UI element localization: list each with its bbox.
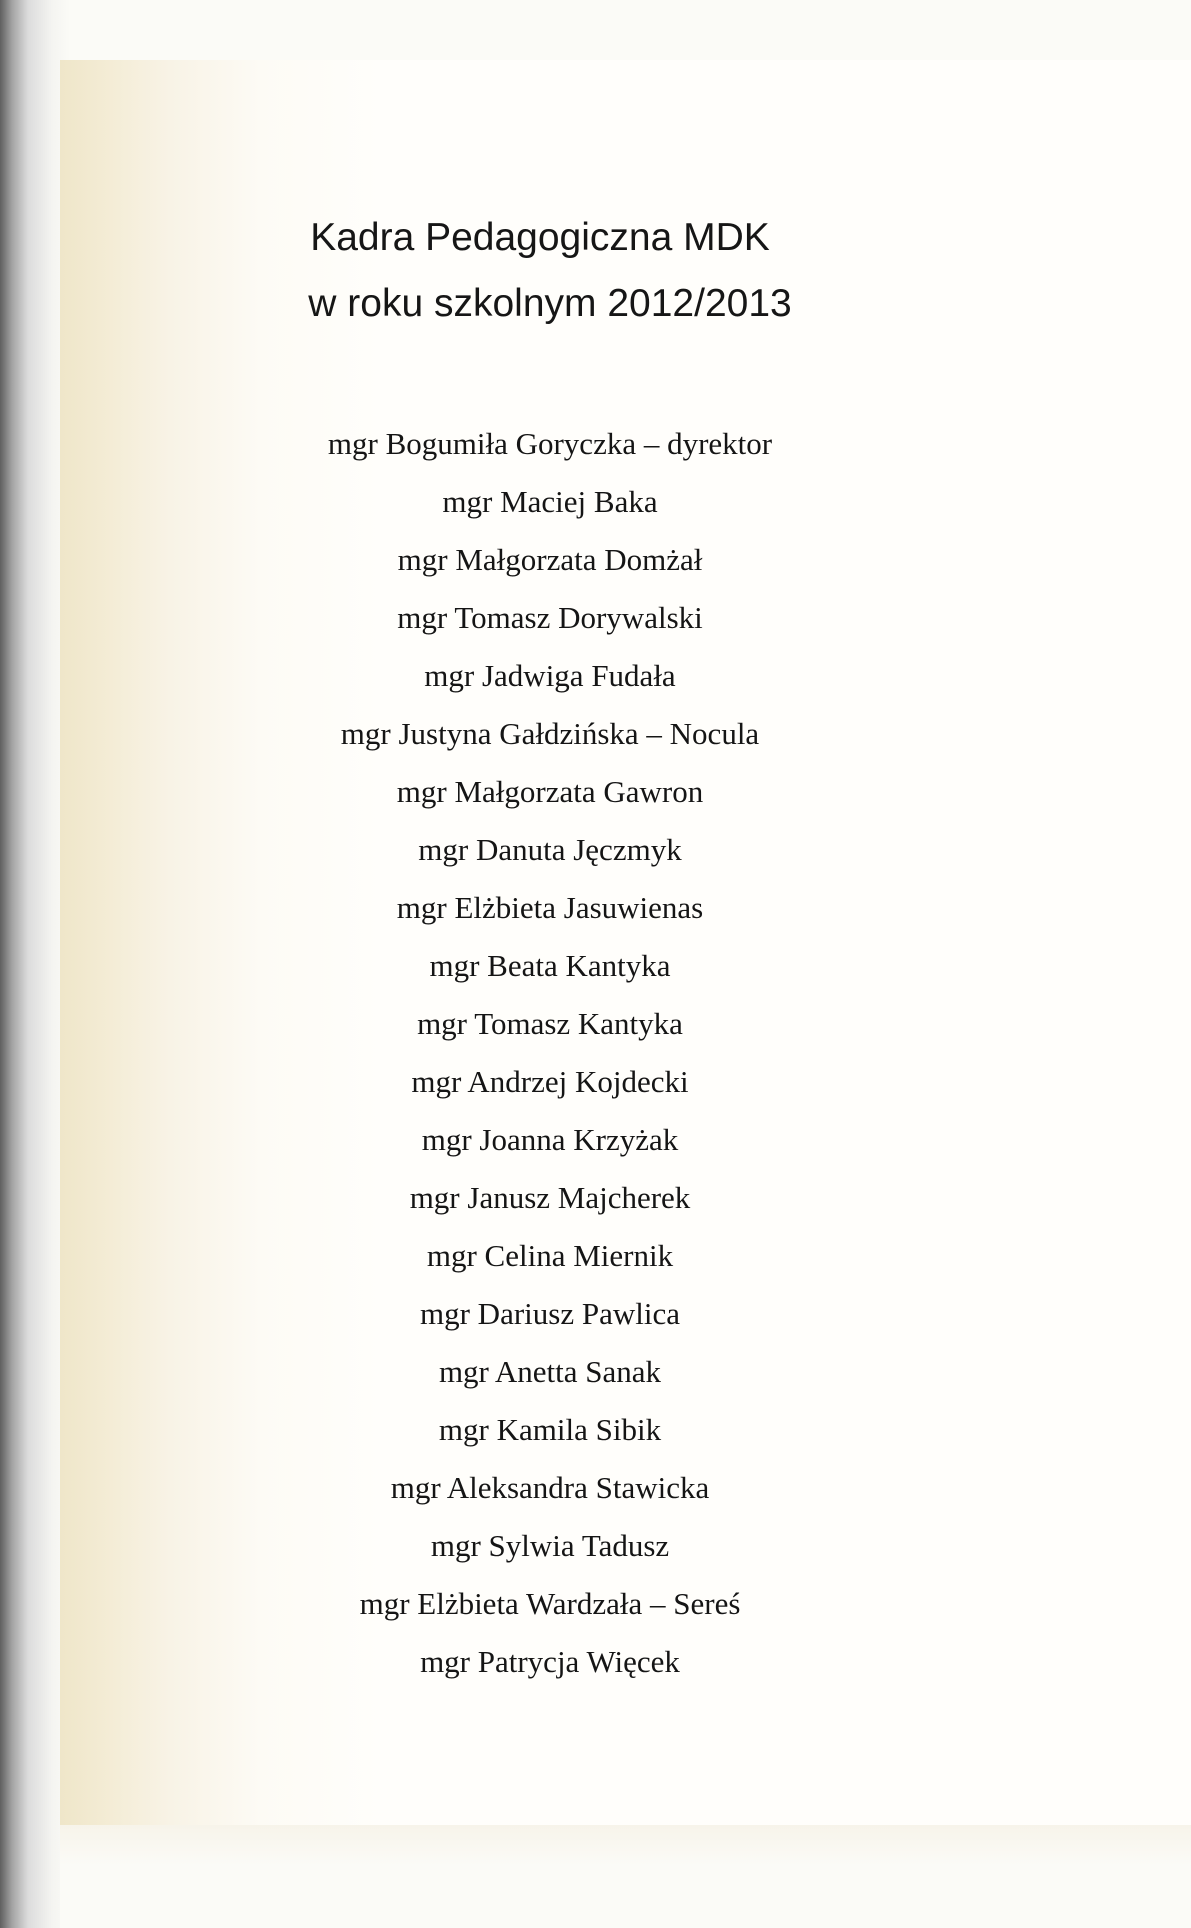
page-bottom-edge <box>60 1825 1191 1928</box>
staff-item: mgr Janusz Majcherek <box>409 1180 691 1215</box>
staff-item: mgr Elżbieta Wardzała – Sereś <box>359 1586 741 1621</box>
staff-item: mgr Anetta Sanak <box>438 1354 662 1389</box>
staff-item: mgr Małgorzata Gawron <box>396 774 704 809</box>
staff-item: mgr Joanna Krzyżak <box>421 1122 679 1157</box>
staff-item: mgr Aleksandra Stawicka <box>390 1470 710 1505</box>
staff-item: mgr Elżbieta Jasuwienas <box>396 890 704 925</box>
staff-item: mgr Jadwiga Fudała <box>424 658 676 693</box>
staff-item: mgr Andrzej Kojdecki <box>411 1064 689 1099</box>
staff-item: mgr Patrycja Więcek <box>420 1644 680 1679</box>
staff-item: mgr Maciej Baka <box>442 484 658 519</box>
title-line-2: w roku szkolnym 2012/2013 <box>308 282 792 325</box>
staff-item: mgr Dariusz Pawlica <box>420 1296 680 1331</box>
staff-item: mgr Justyna Gałdzińska – Nocula <box>340 716 760 751</box>
staff-item: mgr Celina Miernik <box>426 1238 674 1273</box>
staff-item: mgr Sylwia Tadusz <box>430 1528 670 1563</box>
staff-item: mgr Małgorzata Domżał <box>397 542 703 577</box>
document-title <box>260 205 840 337</box>
title-line-1: Kadra Pedagogiczna MDK <box>310 216 770 259</box>
staff-item: mgr Tomasz Kantyka <box>417 1006 683 1041</box>
staff-item: mgr Bogumiła Goryczka – dyrektor <box>327 426 773 461</box>
staff-item: mgr Danuta Jęczmyk <box>418 832 682 867</box>
staff-item: mgr Kamila Sibik <box>438 1412 662 1447</box>
staff-item: mgr Beata Kantyka <box>429 948 671 983</box>
staff-list <box>210 415 890 1691</box>
staff-item: mgr Tomasz Dorywalski <box>397 600 703 635</box>
